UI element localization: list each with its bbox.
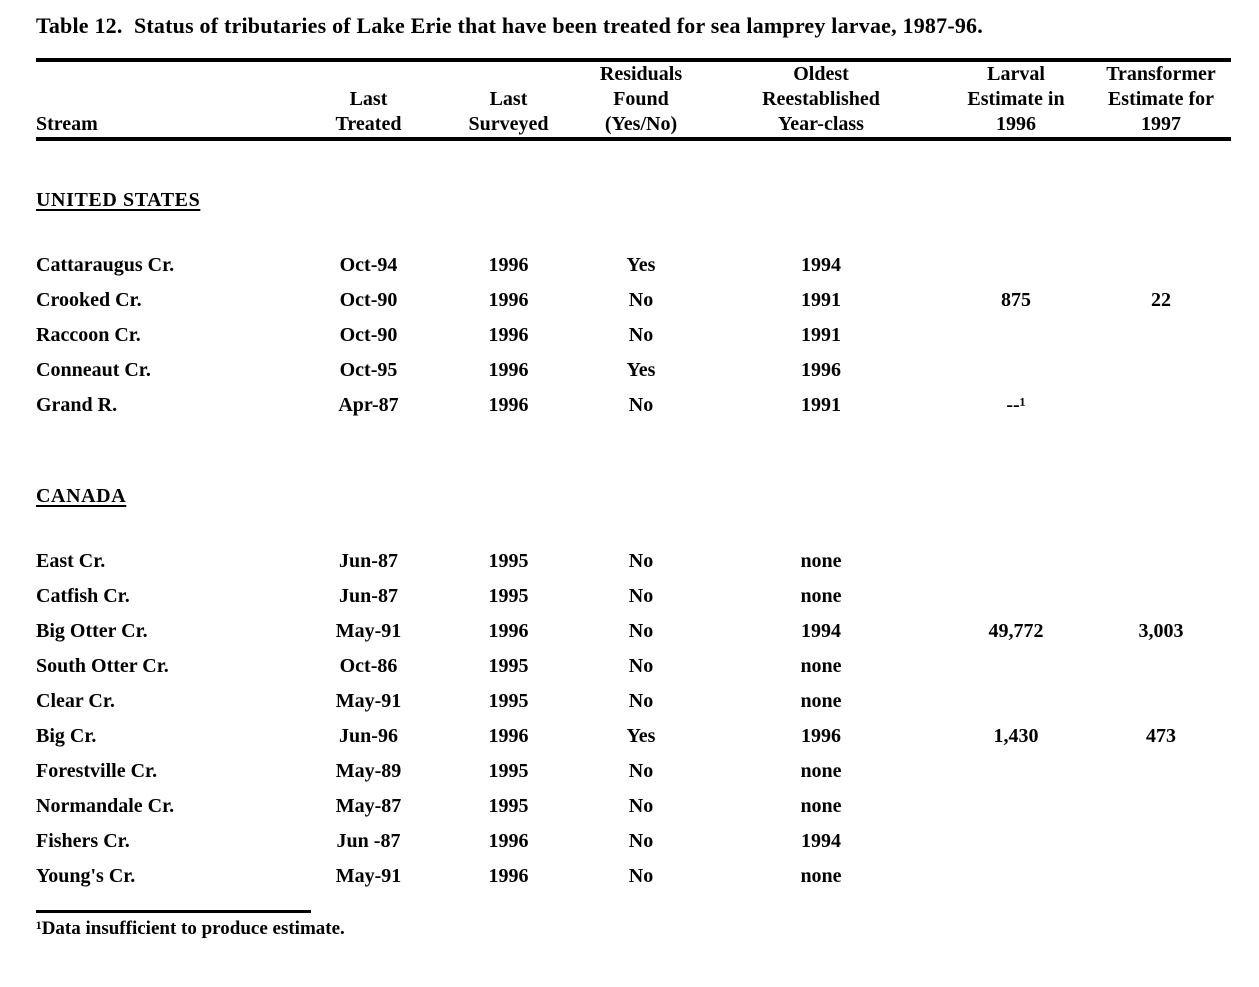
cell-stream: Grand R.	[36, 394, 118, 416]
cell-larval-estimate	[941, 824, 1091, 859]
table-row	[36, 248, 1231, 283]
col-header-line: 1997	[1141, 113, 1181, 135]
cell-larval-estimate: 49,772	[988, 620, 1044, 642]
cell-oldest-yearclass: 1991	[801, 324, 841, 346]
table-title: Table 12. Status of tributaries of Lake Erie that have been treated for sea lamprey larvae, 1987-96.	[36, 13, 983, 38]
cell-last-surveyed: 1995	[488, 795, 529, 817]
section-label: CANADA	[36, 485, 127, 507]
cell-residuals-found: Yes	[626, 254, 656, 276]
cell-last-treated: Oct-90	[339, 324, 398, 346]
col-header-line: (Yes/No)	[604, 113, 678, 135]
col-header-line: Residuals	[599, 63, 683, 85]
cell-last-treated: May-91	[335, 690, 402, 712]
cell-transformer-estimate	[1091, 579, 1231, 614]
footnote: ¹Data insufficient to produce estimate.	[36, 918, 345, 939]
cell-larval-estimate	[941, 649, 1091, 684]
cell-oldest-yearclass: none	[800, 690, 842, 712]
cell-larval-estimate: 1,430	[993, 725, 1039, 747]
cell-larval-estimate	[941, 789, 1091, 824]
cell-stream: Young's Cr.	[36, 865, 136, 887]
table-row	[36, 684, 1231, 719]
cell-stream: Big Cr.	[36, 725, 97, 747]
cell-residuals-found: No	[628, 655, 654, 677]
cell-residuals-found: No	[628, 324, 654, 346]
cell-residuals-found: Yes	[626, 359, 656, 381]
cell-oldest-yearclass: 1996	[801, 725, 841, 747]
cell-stream: Crooked Cr.	[36, 289, 142, 311]
table-header	[36, 60, 1231, 139]
table-row	[36, 614, 1231, 649]
cell-last-treated: May-91	[335, 620, 402, 642]
col-header-line: Estimate in	[967, 88, 1065, 110]
cell-larval-estimate	[941, 754, 1091, 789]
cell-larval-estimate	[941, 544, 1091, 579]
cell-transformer-estimate	[1091, 649, 1231, 684]
table-body	[36, 139, 1231, 894]
col-header-line: Stream	[36, 113, 98, 135]
table-row	[36, 824, 1231, 859]
tributaries-table	[36, 58, 1231, 894]
cell-stream: Conneaut Cr.	[36, 359, 151, 381]
col-header-line: Larval	[987, 63, 1045, 85]
col-header-line: Found	[613, 88, 669, 110]
footnote-rule	[36, 910, 311, 913]
cell-oldest-yearclass: none	[800, 585, 842, 607]
cell-residuals-found: No	[628, 865, 654, 887]
cell-last-surveyed: 1995	[488, 690, 529, 712]
cell-larval-estimate	[941, 318, 1091, 353]
cell-transformer-estimate	[1091, 754, 1231, 789]
cell-last-treated: Jun-87	[339, 585, 398, 607]
col-header-last-treated	[301, 60, 436, 139]
cell-last-surveyed: 1996	[488, 394, 529, 416]
cell-last-surveyed: 1996	[488, 865, 529, 887]
col-header-line: Surveyed	[468, 113, 549, 135]
cell-last-surveyed: 1995	[488, 585, 529, 607]
cell-last-surveyed: 1996	[488, 359, 529, 381]
cell-transformer-estimate: 3,003	[1138, 620, 1184, 642]
cell-oldest-yearclass: 1994	[801, 830, 841, 852]
cell-transformer-estimate: 473	[1146, 725, 1176, 747]
cell-last-surveyed: 1996	[488, 620, 529, 642]
cell-last-treated: Oct-90	[339, 289, 398, 311]
cell-oldest-yearclass: 1994	[801, 254, 841, 276]
cell-oldest-yearclass: none	[800, 795, 842, 817]
cell-oldest-yearclass: none	[800, 550, 842, 572]
cell-oldest-yearclass: none	[800, 865, 842, 887]
table-row	[36, 649, 1231, 684]
cell-residuals-found: No	[628, 690, 654, 712]
cell-transformer-estimate	[1091, 824, 1231, 859]
cell-last-treated: May-89	[335, 760, 402, 782]
col-header-line: Transformer	[1106, 63, 1216, 85]
cell-oldest-yearclass: 1991	[801, 394, 841, 416]
cell-stream: Clear Cr.	[36, 690, 115, 712]
cell-transformer-estimate: 22	[1151, 289, 1171, 311]
cell-transformer-estimate	[1091, 318, 1231, 353]
cell-stream: Fishers Cr.	[36, 830, 130, 852]
cell-residuals-found: No	[628, 585, 654, 607]
cell-larval-estimate: 875	[1001, 289, 1031, 311]
cell-transformer-estimate	[1091, 388, 1231, 423]
col-header-line: Reestablished	[762, 88, 880, 110]
col-header-line: Last	[349, 88, 388, 110]
col-header-stream	[36, 60, 301, 139]
table-row	[36, 544, 1231, 579]
spacer-row	[36, 218, 1231, 248]
col-header-line: Year-class	[778, 113, 864, 135]
cell-stream: Big Otter Cr.	[36, 620, 148, 642]
cell-stream: Catfish Cr.	[36, 585, 130, 607]
table-row	[36, 318, 1231, 353]
col-header-oldest-yearclass	[701, 60, 941, 139]
cell-transformer-estimate	[1091, 544, 1231, 579]
cell-stream: Cattaraugus Cr.	[36, 254, 175, 276]
section-row	[36, 183, 1231, 218]
table-row	[36, 789, 1231, 824]
cell-last-treated: Oct-94	[339, 254, 398, 276]
cell-last-treated: May-87	[335, 795, 402, 817]
cell-stream: Normandale Cr.	[36, 795, 175, 817]
cell-stream: Raccoon Cr.	[36, 324, 141, 346]
cell-larval-estimate	[941, 859, 1091, 894]
spacer-row	[36, 514, 1231, 544]
cell-residuals-found: No	[628, 620, 654, 642]
cell-residuals-found: No	[628, 289, 654, 311]
cell-larval-estimate	[941, 248, 1091, 283]
table-row	[36, 283, 1231, 318]
table-row	[36, 719, 1231, 754]
col-header-transformer-estimate	[1091, 60, 1231, 139]
col-header-larval-estimate	[941, 60, 1091, 139]
col-header-line: Oldest	[793, 63, 849, 85]
cell-stream: South Otter Cr.	[36, 655, 169, 677]
table-row	[36, 353, 1231, 388]
cell-last-surveyed: 1996	[488, 324, 529, 346]
cell-residuals-found: No	[628, 795, 654, 817]
cell-last-surveyed: 1995	[488, 760, 529, 782]
table-row	[36, 754, 1231, 789]
cell-residuals-found: No	[628, 830, 654, 852]
section-label: UNITED STATES	[36, 189, 201, 211]
cell-transformer-estimate	[1091, 684, 1231, 719]
cell-last-surveyed: 1995	[488, 655, 529, 677]
cell-last-treated: Oct-95	[339, 359, 398, 381]
table-row	[36, 579, 1231, 614]
cell-last-treated: Jun-96	[339, 725, 398, 747]
cell-transformer-estimate	[1091, 859, 1231, 894]
cell-larval-estimate	[941, 353, 1091, 388]
cell-larval-estimate	[941, 579, 1091, 614]
cell-last-treated: Apr-87	[338, 394, 399, 416]
cell-oldest-yearclass: 1991	[801, 289, 841, 311]
cell-residuals-found: Yes	[626, 725, 656, 747]
cell-last-surveyed: 1996	[488, 725, 529, 747]
cell-oldest-yearclass: none	[800, 760, 842, 782]
spacer-row	[36, 423, 1231, 479]
header-row	[36, 60, 1231, 139]
cell-last-treated: Oct-86	[339, 655, 398, 677]
col-header-line: Last	[489, 88, 528, 110]
cell-residuals-found: No	[628, 550, 654, 572]
cell-residuals-found: No	[628, 394, 654, 416]
cell-transformer-estimate	[1091, 789, 1231, 824]
col-header-line: Treated	[335, 113, 402, 135]
cell-last-treated: May-91	[335, 865, 402, 887]
cell-oldest-yearclass: none	[800, 655, 842, 677]
col-header-last-surveyed	[436, 60, 581, 139]
spacer-row	[36, 139, 1231, 183]
cell-stream: East Cr.	[36, 550, 106, 572]
cell-larval-estimate: --¹	[1006, 394, 1026, 416]
cell-last-treated: Jun-87	[339, 550, 398, 572]
cell-last-surveyed: 1996	[488, 830, 529, 852]
table-row	[36, 859, 1231, 894]
cell-stream: Forestville Cr.	[36, 760, 158, 782]
cell-oldest-yearclass: 1996	[801, 359, 841, 381]
section-row	[36, 479, 1231, 514]
cell-last-surveyed: 1996	[488, 289, 529, 311]
col-header-line: Estimate for	[1107, 88, 1215, 110]
cell-transformer-estimate	[1091, 353, 1231, 388]
cell-oldest-yearclass: 1994	[801, 620, 841, 642]
col-header-line: 1996	[996, 113, 1036, 135]
table-row	[36, 388, 1231, 423]
cell-transformer-estimate	[1091, 248, 1231, 283]
cell-last-surveyed: 1995	[488, 550, 529, 572]
cell-last-treated: Jun -87	[336, 830, 401, 852]
cell-last-surveyed: 1996	[488, 254, 529, 276]
cell-residuals-found: No	[628, 760, 654, 782]
col-header-residuals-found	[581, 60, 701, 139]
cell-larval-estimate	[941, 684, 1091, 719]
